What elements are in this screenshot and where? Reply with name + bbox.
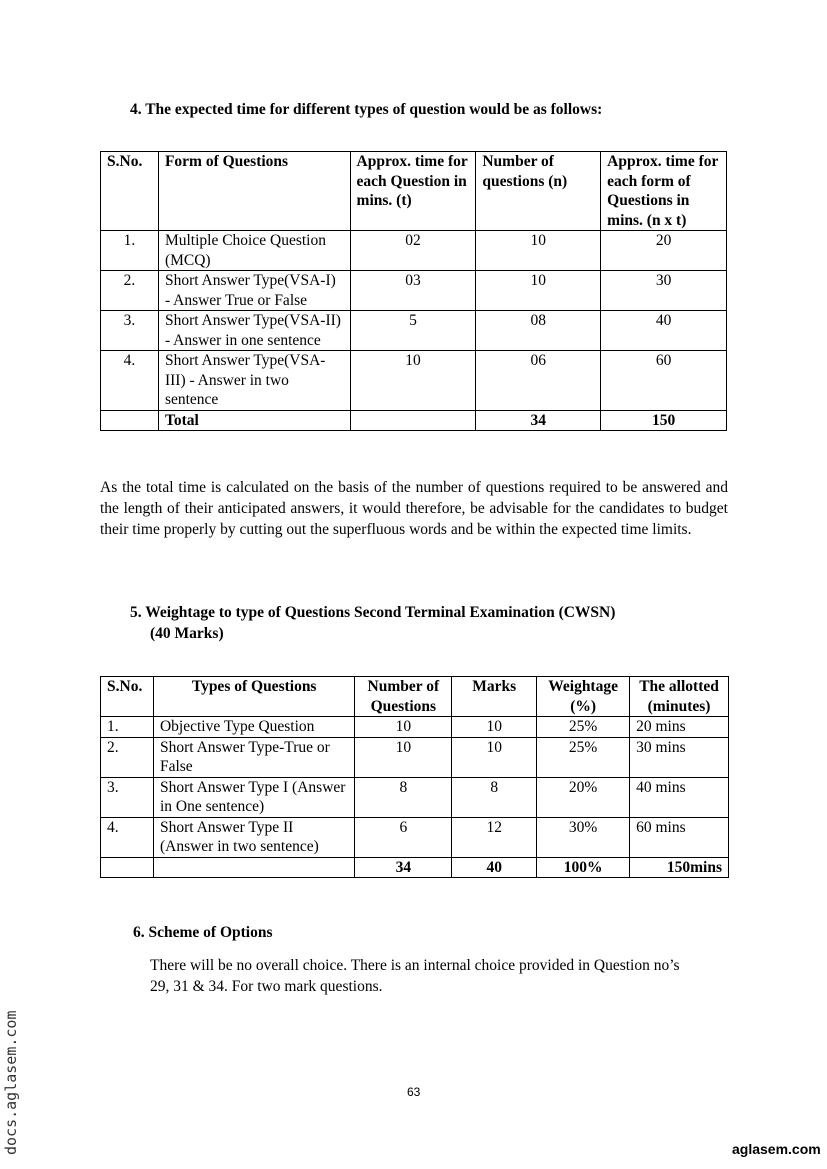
table-total-row [101, 410, 727, 431]
col-header-allotted: The allotted (minutes) [630, 677, 729, 717]
cell-sno: 3. [101, 777, 154, 817]
cell-time: 02 [350, 231, 476, 271]
table-row [101, 311, 727, 351]
cell-allotted: 40 mins [630, 777, 729, 817]
cell-type: Short Answer Type I (Answer in One sentence) [153, 777, 354, 817]
watermark-text: docs.aglasem.com [2, 1010, 20, 1155]
cell-weightage: 25% [537, 737, 630, 777]
cell-number: 6 [355, 817, 452, 857]
cell-weightage: 20% [537, 777, 630, 817]
col-header-sno: S.No. [101, 677, 154, 717]
cell-type: Objective Type Question [153, 717, 354, 738]
cell-total-number: 34 [476, 410, 601, 431]
cell-total: 20 [601, 231, 727, 271]
cell-sno: 2. [101, 271, 159, 311]
cell-total-marks: 40 [452, 857, 537, 878]
cell-marks: 10 [452, 737, 537, 777]
cell-sno: 1. [101, 231, 159, 271]
table-row [101, 777, 729, 817]
cell-total-label: Total [158, 410, 350, 431]
cell-total-number: 34 [355, 857, 452, 878]
cell-weightage: 30% [537, 817, 630, 857]
cell-allotted: 30 mins [630, 737, 729, 777]
col-header-number: Number of Questions [355, 677, 452, 717]
cell-number: 08 [476, 311, 601, 351]
cell-form: Short Answer Type(VSA-III) - Answer in two sentence [158, 351, 350, 411]
cell-time: 5 [350, 311, 476, 351]
section-4-heading: 4. The expected time for different types of question would be as follows: [130, 101, 603, 118]
col-header-form: Form of Questions [158, 152, 350, 231]
col-header-sno: S.No. [101, 152, 159, 231]
table-row [101, 231, 727, 271]
cell-total-weightage: 100% [537, 857, 630, 878]
cell-number: 10 [476, 231, 601, 271]
col-header-total-time: Approx. time for each form of Questions in mins. (n x t) [601, 152, 727, 231]
cell-allotted: 20 mins [630, 717, 729, 738]
cell-marks: 8 [452, 777, 537, 817]
table-row [101, 271, 727, 311]
cell-total-allotted: 150mins [630, 857, 729, 878]
table-row [101, 351, 727, 411]
section-5-subheading: (40 Marks) [150, 625, 224, 642]
cell-type: Short Answer Type-True or False [153, 737, 354, 777]
table-header-row [101, 152, 727, 231]
cell-sno: 3. [101, 311, 159, 351]
cell-form: Short Answer Type(VSA-I) - Answer True or False [158, 271, 350, 311]
cell-sno: 1. [101, 717, 154, 738]
cell-type: Short Answer Type II (Answer in two sentence) [153, 817, 354, 857]
table-row [101, 737, 729, 777]
cell-number: 10 [355, 717, 452, 738]
options-line-2: 29, 31 & 34. For two mark questions. [150, 978, 383, 995]
cell-form: Short Answer Type(VSA-II) - Answer in one sentence [158, 311, 350, 351]
cell-number: 10 [476, 271, 601, 311]
page-number: 63 [407, 1085, 421, 1099]
col-header-number: Number of questions (n) [476, 152, 601, 231]
cell-total: 60 [601, 351, 727, 411]
table-row [101, 817, 729, 857]
col-header-weightage: Weightage (%) [537, 677, 630, 717]
table-row [101, 717, 729, 738]
cell-total: 30 [601, 271, 727, 311]
weightage-table [100, 676, 729, 878]
col-header-marks: Marks [452, 677, 537, 717]
cell-sno [101, 857, 154, 878]
cell-total: 40 [601, 311, 727, 351]
col-header-approx-time: Approx. time for each Question in mins. (t) [350, 152, 476, 231]
cell-marks: 10 [452, 717, 537, 738]
cell-number: 06 [476, 351, 601, 411]
time-budget-paragraph: As the total time is calculated on the basis of the number of questions required to be answered and the length of their anticipated answers, it would therefore, be advisable for the candidates to budget their time properly by cutting out the superfluous words and be within the expected time limits. [100, 479, 728, 538]
cell-number: 10 [355, 737, 452, 777]
cell-sno: 2. [101, 737, 154, 777]
cell-time [350, 410, 476, 431]
section-6-heading: 6. Scheme of Options [133, 924, 273, 941]
table-total-row [101, 857, 729, 878]
expected-time-table [100, 151, 727, 431]
cell-form: Multiple Choice Question (MCQ) [158, 231, 350, 271]
table-header-row [101, 677, 729, 717]
cell-allotted: 60 mins [630, 817, 729, 857]
cell-sno: 4. [101, 351, 159, 411]
cell-type [153, 857, 354, 878]
footer-brand-link[interactable]: aglasem.com [732, 1141, 821, 1157]
cell-total-time: 150 [601, 410, 727, 431]
cell-marks: 12 [452, 817, 537, 857]
cell-sno [101, 410, 159, 431]
cell-number: 8 [355, 777, 452, 817]
col-header-types: Types of Questions [153, 677, 354, 717]
cell-weightage: 25% [537, 717, 630, 738]
cell-sno: 4. [101, 817, 154, 857]
options-line-1: There will be no overall choice. There is an internal choice provided in Question no’s [150, 957, 680, 974]
section-5-heading: 5. Weightage to type of Questions Second Terminal Examination (CWSN) [130, 604, 616, 621]
cell-time: 10 [350, 351, 476, 411]
cell-time: 03 [350, 271, 476, 311]
